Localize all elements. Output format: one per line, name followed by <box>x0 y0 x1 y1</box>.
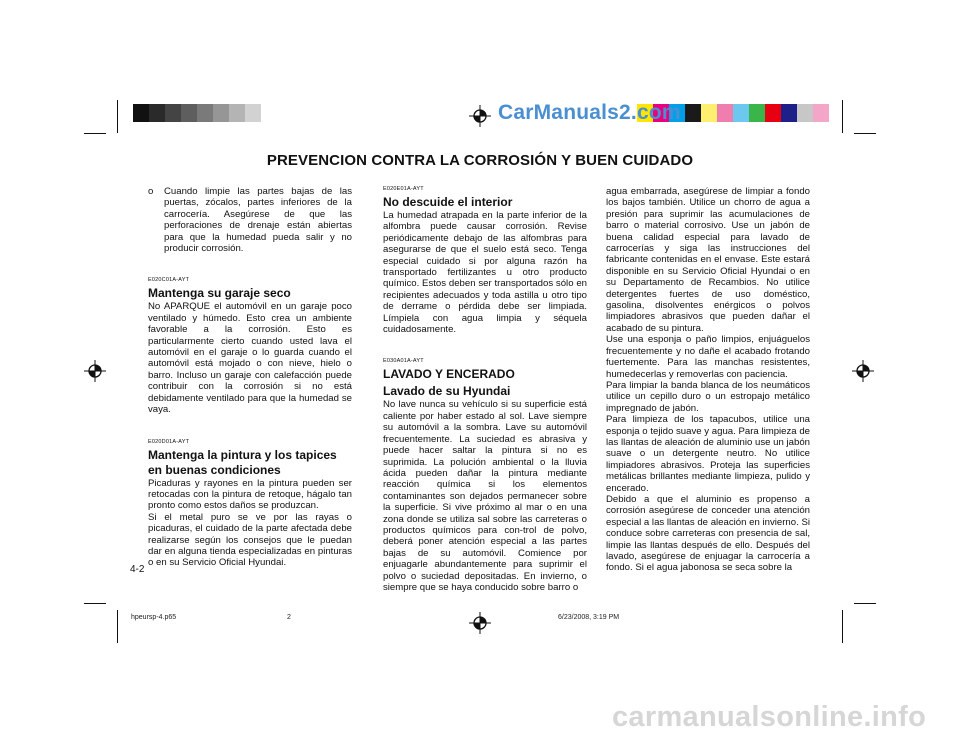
color-swatch <box>813 104 829 122</box>
crop-mark <box>854 603 876 604</box>
registration-mark-icon <box>469 105 491 127</box>
footer-date: 6/23/2008, 3:19 PM <box>558 614 620 621</box>
gray-swatch <box>149 104 165 122</box>
registration-mark-icon <box>84 360 106 382</box>
color-swatch <box>701 104 717 122</box>
text-column-right <box>606 186 810 574</box>
section-code: E020E01A-AYT <box>383 186 424 192</box>
section-body: Picaduras y rayones en la pintura pueden ser retocadas con la pintura de retoque, hágalo tan pronto como estos daños se produzcan. <box>148 477 352 512</box>
gray-swatch <box>133 104 149 122</box>
gray-swatch <box>213 104 229 122</box>
bullet-mark: o <box>148 186 154 197</box>
gray-swatch <box>181 104 197 122</box>
color-swatch <box>717 104 733 122</box>
gray-swatch <box>245 104 261 122</box>
grayscale-calibration-bar <box>133 104 261 122</box>
page-number: 4-2 <box>130 564 145 575</box>
crop-mark <box>84 603 106 604</box>
crop-mark <box>117 610 118 643</box>
section-code: E020D01A-AYT <box>148 438 190 445</box>
crop-mark <box>842 610 843 643</box>
registration-mark-icon <box>852 360 874 382</box>
section-body: La humedad atrapada en la parte inferior de la alfombra puede causar corrosión. Revise periódicamente debajo de las alfombras para asegurarse de que el suelo está seco. Tenga especial cuidado si por alguna razón ha transportado fertilizantes u otro producto químico. Estos deben ser transportados sólo en recipientes adecuados y toda astilla u otro tipo de derrame o pérdida debe ser limpiada. Límpiela con agua limpia y séquela cuidadosamente. <box>383 210 587 336</box>
registration-mark-icon <box>469 612 491 634</box>
watermark: carmanualsonline.info <box>612 701 927 733</box>
color-swatch <box>733 104 749 122</box>
footer-file-name: hpeursp-4.p65 <box>131 614 177 621</box>
text-column-middle <box>383 186 587 593</box>
section-subheading: Lavado de su Hyundai <box>383 384 511 399</box>
crop-mark <box>842 100 843 133</box>
section-body: No APARQUE el automóvil en un garaje poco ventilado y húmedo. Esto crea un ambiente favorable a la corrosión. Esto es particularmente cierto cuando usted lava el automóvil en el garaje o lo guarda cuando el automóvil está mojado o con nieve, hielo o barro. Incluso un garaje con calefacción puede contribuir con la corrosión si no está debidamente ventilado para que la humedad se vaya. <box>148 301 352 416</box>
gray-swatch <box>165 104 181 122</box>
section-body: Si el metal puro se ve por las rayas o picaduras, el cuidado de la parte afectada debe realizarse según los consejos que le puedan dar en alguna tienda especializadas en pinturas o en su Servicio Oficial Hyundai. <box>148 511 352 569</box>
crop-mark <box>84 133 106 134</box>
paragraph: Para limpieza de los tapacubos, utilice una esponja o tejido suave y agua. Para limpieza de las llantas de aleación de aluminio use un jabón suave o un detergente neutro. No utilice limpiadores abrasivos. Proteja las superficies metálicas brillantes mediante limpieza, pulido y encerado. <box>606 414 810 494</box>
gray-swatch <box>197 104 213 122</box>
color-swatch <box>797 104 813 122</box>
page-title: PREVENCION CONTRA LA CORROSIÓN Y BUEN CUIDADO <box>266 152 694 169</box>
section-code: E030A01A-AYT <box>383 358 424 365</box>
paragraph: agua embarrada, asegúrese de limpiar a fondo los bajos también. Utilice un chorro de agua a presión para suprimir las acumulaciones de barro o material corrosivo. Use un jabón de buena calidad especial para lavado de carrocerías y siga las instrucciones del fabricante contenidas en el envase. Este estará disponible en su Servicio Oficial Hyundai o en su Departamento de Recambios. No utilice detergentes fuertes de uso doméstico, gasolina, disolventes enérgicos o polvos limpiadores abrasivos que pueden dañar el acabado de su pintura. <box>606 186 810 334</box>
crop-mark <box>854 133 876 134</box>
color-swatch <box>749 104 765 122</box>
section-heading: Mantenga su garaje seco <box>148 286 291 301</box>
section-heading: No descuide el interior <box>383 195 513 209</box>
section-heading: LAVADO Y ENCERADO <box>383 367 515 382</box>
section-code: E020C01A-AYT <box>148 277 190 284</box>
section-heading: Mantenga la pintura y los tapices en buenas condiciones <box>148 447 337 477</box>
list-item <box>148 186 352 254</box>
paragraph: Debido a que el aluminio es propenso a corrosión asegúrese de conceder una atención especial a las llantas de aleación en invierno. Si conduce sobre carreteras con presencia de sal, limpie las llantas después de ello. Después del lavado, asegúrese de enjuagar la carrocería a fondo. Si el agua jabonosa se seca sobre la <box>606 493 810 574</box>
color-swatch <box>765 104 781 122</box>
footer-sheet-number: 2 <box>287 614 291 621</box>
text-column-left <box>148 186 352 569</box>
color-swatch <box>685 104 701 122</box>
color-swatch <box>781 104 797 122</box>
gray-swatch <box>229 104 245 122</box>
bullet-text: Cuando limpie las partes bajas de las puertas, zócalos, partes inferiores de la carrocería. Asegúrese de que las perforaciones de drenaje están abiertas para que la humedad pueda salir y no producir corrosión. <box>164 186 352 255</box>
paragraph: Para limpiar la banda blanca de los neumáticos utilice un cepillo duro o un estropajo metálico impregnado de jabón. <box>606 379 810 414</box>
paragraph: Use una esponja o paño limpios, enjuáguelos frecuentemente y no dañe el acabado frotando fuertemente. Para las manchas resistentes, humedecerlas y removerlas con paciencia. <box>606 334 810 380</box>
section-body: No lave nunca su vehículo si su superficie está caliente por haber estado al sol. Lave siempre su automóvil a la sombra. Lave su automóvil frecuentemente. La suciedad es abrasiva y puede hacer saltar la pintura si no es suprimida. La polución ambiental o la lluvia ácida pueden dañar la pintura mediante reacción química si los elementos contaminantes son dejados permanecer sobre la superficie. Si vive próximo al mar o en una zona donde se utiliza sal sobre las carreteras o productos químicos para con-trol de polvo, deberá poner atención especial a las partes bajas de su automóvil. Comience por enjuagarle abundantemente para suprimir el polvo o suciedad depositadas. En invierno, o siempre que se haya conducido sobre barro o <box>383 399 587 593</box>
site-logo[interactable]: CarManuals2.com <box>498 101 681 124</box>
crop-mark <box>117 100 118 133</box>
